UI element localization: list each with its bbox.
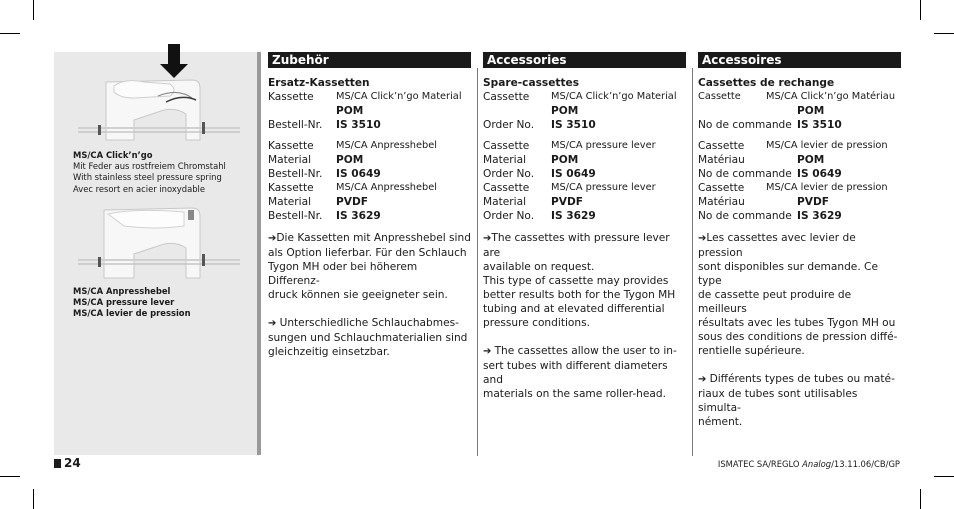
spec-row: Kassette MS/CA Anpresshebel	[268, 140, 438, 152]
spec-row: Material POM	[268, 154, 364, 166]
paragraph: ➔ Différents types de tubes ou maté- riaux de tubes sont utilisables simulta- nément.	[698, 373, 895, 428]
paragraph: ➔Die Kassetten mit Anpresshebel sind als Option lieferbar. Für den Schlauch Tygon MH oder bei höherem Differenz- druck können sie geeigneter sein.	[268, 232, 471, 301]
footer-square-icon	[54, 459, 61, 468]
arrow-right-icon: ➔	[483, 233, 492, 244]
caption-line: Avec resort en acier inoxydable	[73, 183, 206, 194]
spec-row: Cassette MS/CA Click’n’go Material	[483, 91, 677, 103]
section-header: Accessories	[483, 52, 686, 68]
crop-mark	[934, 476, 954, 477]
panel-edge	[257, 52, 261, 455]
spec-row: Cassette MS/CA Click’n’go Matériau	[698, 91, 896, 102]
arrow-right-icon: ➔	[268, 233, 277, 244]
arrow-right-icon: ➔	[698, 374, 710, 385]
crop-mark	[33, 0, 34, 20]
footer-reference: ISMATEC SA/REGLO Analog/13.11.06/CB/GP	[717, 459, 900, 469]
column-german	[268, 52, 471, 359]
crop-mark	[33, 489, 34, 509]
spec-row: No de commande IS 3629	[698, 210, 842, 222]
crop-mark	[0, 476, 20, 477]
spec-row: Matériau PVDF	[698, 196, 829, 208]
column-separator	[692, 68, 693, 456]
spec-row: POM	[797, 105, 825, 117]
spec-row: Kassette MS/CA Anpresshebel	[268, 182, 438, 194]
section-header: Zubehör	[268, 52, 471, 68]
column-english	[483, 52, 686, 401]
arrow-right-icon: ➔	[698, 233, 707, 244]
section-subtitle: Spare-cassettes	[483, 77, 580, 89]
section-header: Accessoires	[698, 52, 901, 68]
arrow-right-icon: ➔	[483, 346, 495, 357]
spec-row: Material PVDF	[483, 196, 583, 208]
crop-mark	[934, 33, 954, 34]
caption-pressure-lever	[73, 286, 191, 320]
spec-row: POM	[336, 105, 364, 117]
spec-row: Material PVDF	[268, 196, 368, 208]
caption-title: MS/CA Click’n’go	[73, 150, 153, 160]
spec-row: No de commande IS 3510	[698, 119, 842, 131]
cassette-clickngo-illustration	[74, 42, 244, 152]
caption-line: MS/CA Anpresshebel	[73, 286, 171, 296]
spec-row: Kassette MS/CA Click’n’go Material	[268, 91, 462, 103]
crop-mark	[920, 489, 921, 509]
spec-row: Order No. IS 0649	[483, 168, 596, 180]
section-subtitle: Ersatz-Kassetten	[268, 77, 370, 89]
column-separator	[477, 68, 478, 456]
spec-row: Bestell-Nr. IS 3510	[268, 119, 381, 131]
paragraph: ➔The cassettes with pressure lever are available on request. This type of cassette may provides better results both for the Tygon MH tubing and at elevated differential pressure conditions.	[483, 232, 676, 329]
caption-line: Mit Feder aus rostfreiem Chromstahl	[73, 161, 226, 172]
spec-row: No de commande IS 0649	[698, 168, 842, 180]
paragraph: ➔Les cassettes avec levier de pression sont disponibles sur demande. Ce type de cassette peut produire de meilleurs résultats avec les tubes Tygon MH ou sous des conditions de pression diffé- rentielle supérieure.	[698, 232, 898, 357]
page-number: 24	[64, 456, 81, 470]
spec-row: Cassette MS/CA levier de pression	[698, 140, 888, 152]
spec-row: Cassette MS/CA levier de pression	[698, 182, 888, 194]
spec-row: Cassette MS/CA pressure lever	[483, 140, 656, 152]
crop-mark	[0, 33, 20, 34]
spec-row: Material POM	[483, 154, 579, 166]
spec-row: Order No. IS 3629	[483, 210, 596, 222]
spec-row: Matériau POM	[698, 154, 825, 166]
caption-clickngo	[73, 150, 226, 195]
spec-row: Bestell-Nr. IS 0649	[268, 168, 381, 180]
spec-row: Bestell-Nr. IS 3629	[268, 210, 381, 222]
caption-line: MS/CA pressure lever	[73, 297, 175, 308]
caption-line: MS/CA levier de pression	[73, 308, 191, 319]
spec-row: POM	[551, 105, 579, 117]
arrow-right-icon: ➔	[268, 318, 280, 329]
spec-row: Order No. IS 3510	[483, 119, 596, 131]
crop-mark	[920, 0, 921, 20]
spec-row: Cassette MS/CA pressure lever	[483, 182, 656, 194]
column-french	[698, 52, 901, 429]
cassette-pressure-lever-illustration	[74, 204, 244, 284]
caption-line: With stainless steel pressure spring	[73, 172, 222, 183]
section-subtitle: Cassettes de rechange	[698, 77, 835, 89]
paragraph: ➔ The cassettes allow the user to in- sert tubes with different diameters and materials on the same roller-head.	[483, 345, 677, 400]
paragraph: ➔ Unterschiedliche Schlauchabmes- sungen und Schlauchmaterialien sind gleichzeitig einsetzbar.	[268, 317, 468, 358]
